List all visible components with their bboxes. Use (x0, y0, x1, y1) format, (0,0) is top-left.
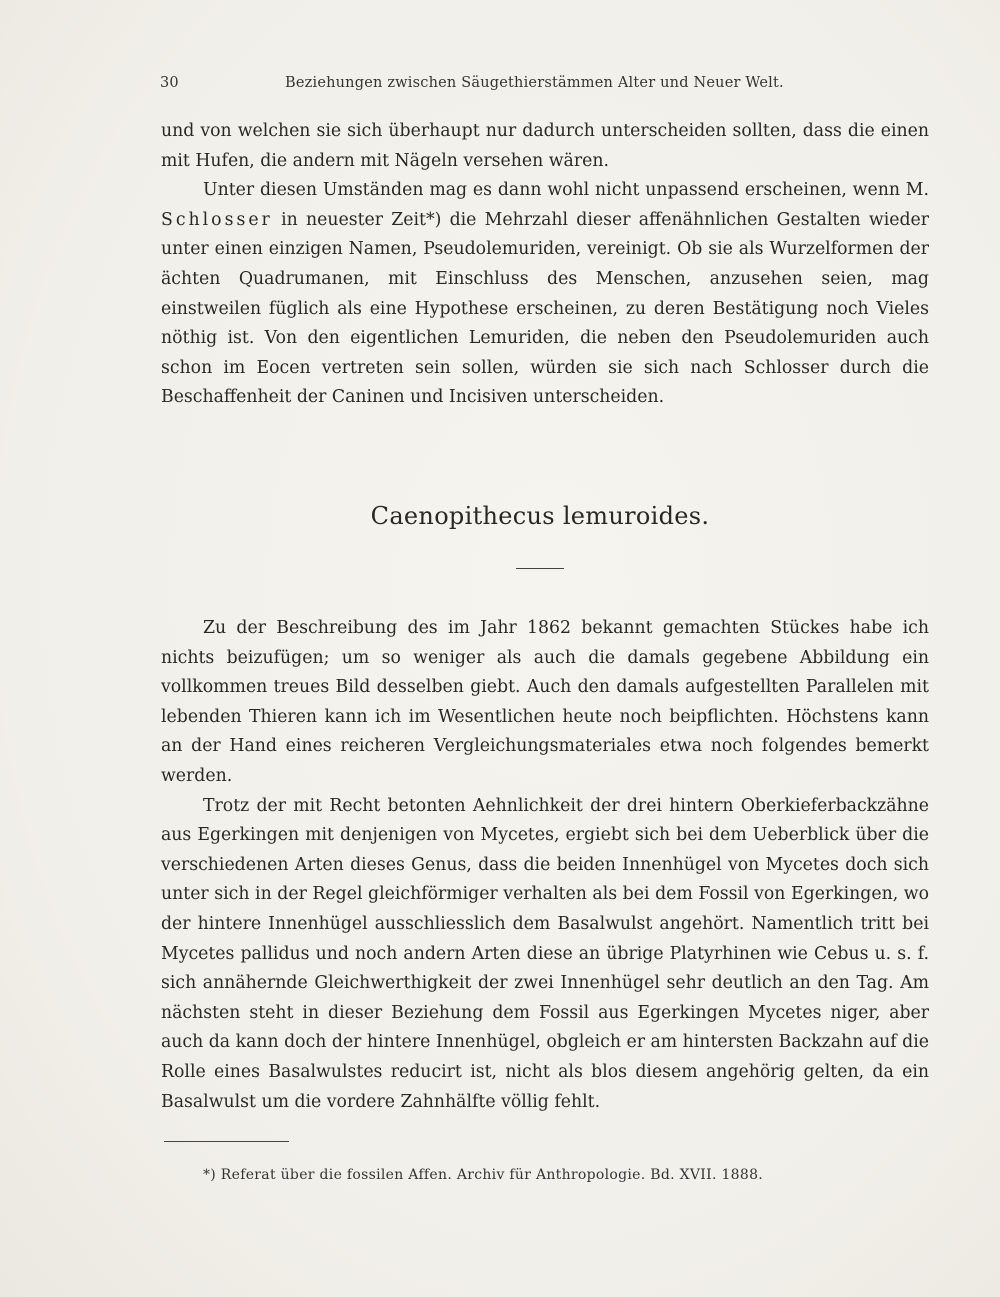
intro-paragraph-2 (161, 176, 929, 413)
running-title: Beziehungen zwischen Säugethierstämmen Alter und Neuer Welt. (285, 75, 784, 91)
intro-paragraph-2-rest: in neuester Zeit*) die Mehrzahl dieser affenähnlichen Gestalten wieder unter einen einzigen Namen, Pseudolemuriden, vereinigt. Ob sie als Wurzelformen der ächten Quadrumanen, mit Einschluss des Menschen, anzusehen seien, mag einstweilen füglich als eine Hypothese erscheinen, zu deren Bestätigung noch Vieles nöthig ist. Von den eigentlichen Lemuriden, die neben den Pseudolemuriden auch schon im Eocen vertreten sein sollen, würden sie sich nach Schlosser durch die Beschaffenheit der Caninen und Incisiven unterscheiden. (161, 209, 929, 408)
footnote: *) Referat über die fossilen Affen. Archiv für Anthropologie. Bd. XVII. 1888. (203, 1167, 764, 1183)
author-name-spaced: Schlosser (161, 209, 273, 230)
section-paragraph-2: Trotz der mit Recht betonten Aehnlichkeit der drei hintern Oberkieferbackzähne aus Egerkingen mit denjenigen von Mycetes, ergiebt sich bei dem Ueberblick über die verschiedenen Arten dieses Genus, dass die beiden Innenhügel von Mycetes doch sich unter sich in der Regel gleichförmiger verhalten als bei dem Fossil von Egerkingen, wo der hintere Innenhügel ausschliesslich dem Basalwulst angehört. Namentlich tritt bei Mycetes pallidus und noch andern Arten diese an übrige Platyrhinen wie Cebus u. s. f. sich annähernde Gleichwerthigkeit der zwei Innenhügel sehr deutlich an den Tag. Am nächsten steht in dieser Beziehung dem Fossil aus Egerkingen Mycetes niger, aber auch da kann doch der hintere Innenhügel, obgleich er am hintersten Backzahn auf die Rolle eines Basalwulstes reducirt ist, nicht als blos diesem angehörig gelten, da ein Basalwulst um die vordere Zahnhälfte völlig fehlt. (161, 795, 929, 1112)
intro-paragraph-2-start: Unter diesen Umständen mag es dann wohl nicht unpassend erscheinen, wenn M. (203, 180, 929, 201)
intro-text (161, 117, 929, 413)
intro-paragraph-1: und von welchen sie sich überhaupt nur dadurch unterscheiden sollten, dass die einen mit Hufen, die andern mit Nägeln versehen wären. (161, 121, 929, 171)
title-rule (516, 568, 564, 569)
section-text (161, 614, 929, 1117)
section-paragraph-1: Zu der Beschreibung des im Jahr 1862 bekannt gemachten Stückes habe ich nichts beizufügen; um so weniger als auch die damals gegebene Abbildung ein vollkommen treues Bild desselben giebt. Auch den damals aufgestellten Parallelen mit lebenden Thieren kann ich im Wesentlichen heute noch beipflichten. Höchstens kann an der Hand eines reicheren Vergleichungsmateriales etwa noch folgendes bemerkt werden. (161, 618, 929, 786)
footnote-rule (164, 1141, 289, 1142)
section-title: Caenopithecus lemuroides. (370, 502, 710, 530)
page-number: 30 (160, 75, 179, 91)
